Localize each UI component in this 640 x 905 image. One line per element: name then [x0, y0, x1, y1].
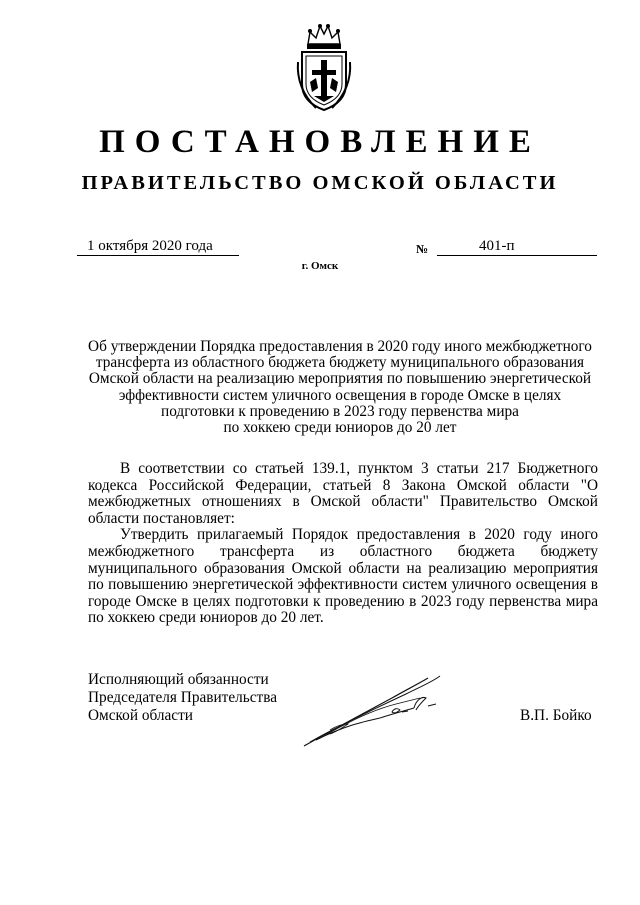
number-label: №	[416, 242, 429, 256]
signer-name: В.П. Бойко	[520, 707, 592, 724]
subject-line: трансферта из областного бюджета бюджету муниципального образования	[95, 354, 585, 372]
document-subject	[80, 339, 600, 436]
signer-position-line: Омской области	[88, 707, 193, 724]
city-name: г. Омск	[301, 260, 339, 272]
preamble-paragraph: В соответствии со статьей 139.1, пунктом 3 статьи 217 Бюджетного кодекса Российской Федерации, статьей 8 Закона Омской области "О межбюджетных отношениях в Омской области" Правительство Омской области постановляет:	[88, 460, 598, 527]
signer-position-line: Исполняющий обязанности	[88, 671, 269, 688]
subject-line: подготовки к проведению в 2023 году первенства мира	[161, 402, 519, 420]
document-type-title: ПОСТАНОВЛЕНИЕ	[99, 124, 541, 160]
omsk-coat-of-arms-icon	[294, 22, 354, 112]
subject-line: Омской области на реализацию мероприятия по повышению энергетической	[88, 370, 592, 388]
document-date: 1 октября 2020 года	[77, 236, 239, 256]
signer-position-line: Председателя Правительства	[88, 689, 278, 706]
document-body	[88, 461, 598, 627]
resolution-paragraph: Утвердить прилагаемый Порядок предоставления в 2020 году иного межбюджетного трансферта из областного бюджета бюджету муниципального образования Омской области на реализацию мероприятия по повышению энергетической эффективности систем уличного освещения в городе Омске в целях подготовки к проведению в 2023 году первенства мира по хоккею среди юниоров до 20 лет.	[88, 526, 598, 627]
subject-line: эффективности систем уличного освещения в городе Омске в целях	[118, 386, 562, 404]
document-number: 401-п	[437, 236, 597, 256]
issuing-authority: ПРАВИТЕЛЬСТВО ОМСКОЙ ОБЛАСТИ	[81, 172, 559, 194]
handwritten-signature	[296, 668, 446, 750]
signer-position	[88, 671, 277, 725]
subject-line: по хоккею среди юниоров до 20 лет	[223, 419, 457, 437]
subject-line: Об утверждении Порядка предоставления в 2020 году иного межбюджетного	[88, 338, 592, 355]
